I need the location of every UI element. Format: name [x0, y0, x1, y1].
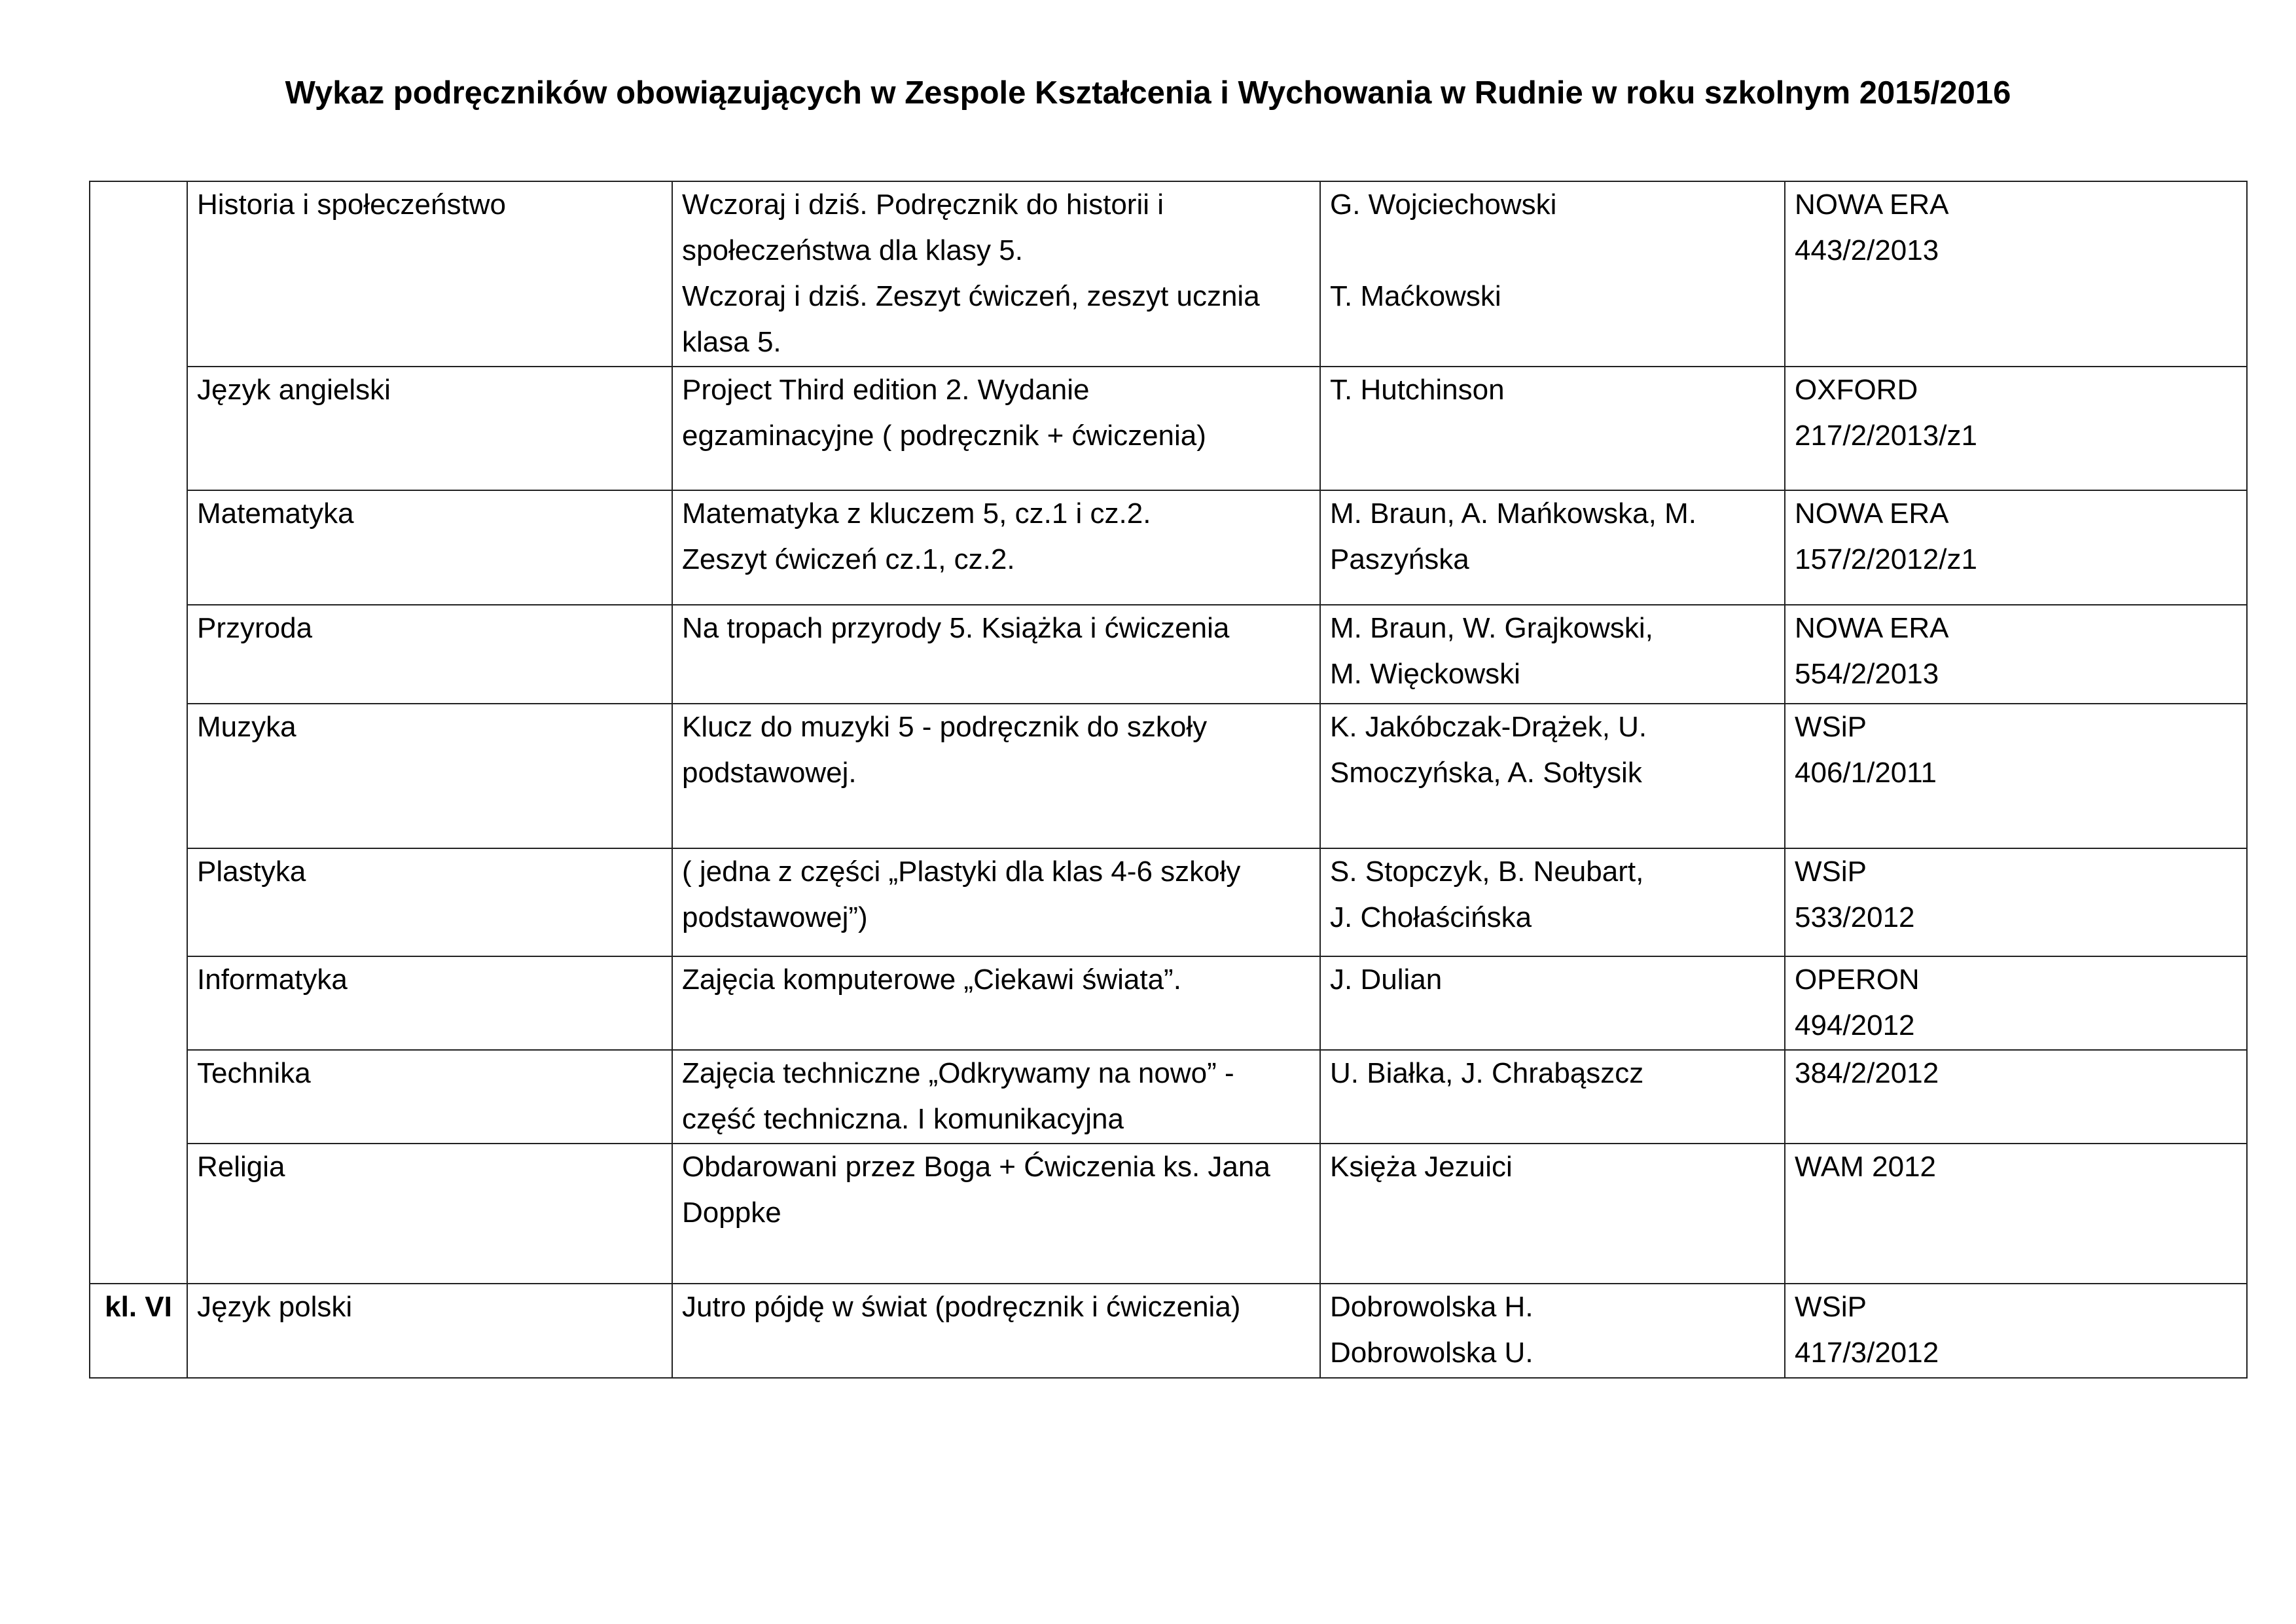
publisher-cell [1785, 1144, 2247, 1284]
table-row [90, 1050, 2247, 1144]
table-row [90, 1284, 2247, 1378]
publisher-line: 443/2/2013 [1795, 234, 1939, 266]
subject-cell [187, 1144, 672, 1284]
subject-cell [187, 1284, 672, 1378]
textbook-title-cell [672, 1144, 1320, 1284]
author-cell [1320, 704, 1785, 848]
author-line: M. Braun, A. Mańkowska, M. [1330, 497, 1696, 530]
publisher-line: WSiP [1795, 711, 1867, 743]
author-line: Księża Jezuici [1330, 1151, 1513, 1183]
textbook-title-cell [672, 181, 1320, 367]
class-cell-empty [90, 181, 187, 1284]
subject-name: Religia [197, 1151, 285, 1183]
table-row [90, 367, 2247, 490]
publisher-cell [1785, 1050, 2247, 1144]
textbook-table-body [90, 181, 2247, 1378]
table-row [90, 704, 2247, 848]
subject-name: Technika [197, 1057, 311, 1089]
textbook-title-line: Wczoraj i dziś. Podręcznik do historii i [682, 189, 1164, 221]
author-cell [1320, 605, 1785, 704]
textbook-title-line: społeczeństwa dla klasy 5. [682, 234, 1023, 266]
author-line: K. Jakóbczak-Drążek, U. [1330, 711, 1647, 743]
page-title: Wykaz podręczników obowiązujących w Zespole Kształcenia i Wychowania w Rudnie w roku szkolnym 2015/2016 [285, 75, 2011, 111]
publisher-cell [1785, 605, 2247, 704]
textbook-title-line: podstawowej”) [682, 901, 868, 933]
textbook-title-line: klasa 5. [682, 326, 781, 358]
subject-cell [187, 956, 672, 1050]
table-row [90, 181, 2247, 367]
table-row [90, 605, 2247, 704]
publisher-cell [1785, 490, 2247, 605]
author-line: T. Maćkowski [1330, 280, 1501, 312]
author-line: S. Stopczyk, B. Neubart, [1330, 856, 1644, 888]
textbook-title-line: Zajęcia techniczne „Odkrywamy na nowo” - [682, 1057, 1234, 1089]
publisher-line: 406/1/2011 [1795, 757, 1937, 789]
table-row [90, 490, 2247, 605]
publisher-line: 554/2/2013 [1795, 658, 1939, 690]
textbook-title-line: Matematyka z kluczem 5, cz.1 i cz.2. [682, 497, 1151, 530]
table-row [90, 956, 2247, 1050]
subject-name: Język polski [197, 1291, 353, 1323]
textbook-title-line: ( jedna z części „Plastyki dla klas 4-6 szkoły [682, 856, 1241, 888]
textbook-title-line: część techniczna. I komunikacyjna [682, 1103, 1124, 1135]
textbook-title-cell [672, 956, 1320, 1050]
textbook-title-line: Klucz do muzyki 5 - podręcznik do szkoły [682, 711, 1208, 743]
author-line: J. Chołaścińska [1330, 901, 1532, 933]
subject-cell [187, 181, 672, 367]
author-cell [1320, 1144, 1785, 1284]
textbook-title-cell [672, 704, 1320, 848]
author-line: U. Białka, J. Chrabąszcz [1330, 1057, 1644, 1089]
author-cell [1320, 181, 1785, 367]
textbook-title-cell [672, 1284, 1320, 1378]
author-cell [1320, 1050, 1785, 1144]
textbook-title-cell [672, 367, 1320, 490]
subject-cell [187, 848, 672, 956]
publisher-line: 384/2/2012 [1795, 1057, 1939, 1089]
publisher-cell [1785, 848, 2247, 956]
textbook-title-cell [672, 605, 1320, 704]
publisher-cell [1785, 1284, 2247, 1378]
subject-name: Plastyka [197, 856, 306, 888]
publisher-line: 533/2012 [1795, 901, 1915, 933]
publisher-line: NOWA ERA [1795, 612, 1949, 644]
publisher-line: NOWA ERA [1795, 497, 1949, 530]
author-line: M. Więckowski [1330, 658, 1520, 690]
publisher-cell [1785, 367, 2247, 490]
subject-cell [187, 605, 672, 704]
publisher-line: WAM 2012 [1795, 1151, 1937, 1183]
publisher-line: WSiP [1795, 856, 1867, 888]
class-label [90, 1284, 187, 1378]
author-line: J. Dulian [1330, 964, 1443, 996]
subject-cell [187, 367, 672, 490]
author-line: M. Braun, W. Grajkowski, [1330, 612, 1653, 644]
textbook-title-line: podstawowej. [682, 757, 857, 789]
author-line: Dobrowolska H. [1330, 1291, 1534, 1323]
textbook-title-line: Jutro pójdę w świat (podręcznik i ćwiczenia) [682, 1291, 1241, 1323]
textbook-title-line: Project Third edition 2. Wydanie [682, 374, 1090, 406]
publisher-line: NOWA ERA [1795, 189, 1949, 221]
publisher-line: OXFORD [1795, 374, 1918, 406]
subject-name: Muzyka [197, 711, 296, 743]
table-row [90, 1144, 2247, 1284]
author-line: T. Hutchinson [1330, 374, 1505, 406]
textbook-title-line: Zajęcia komputerowe „Ciekawi świata”. [682, 964, 1181, 996]
author-line: Paszyńska [1330, 543, 1469, 575]
table-row [90, 848, 2247, 956]
author-cell [1320, 367, 1785, 490]
author-cell [1320, 490, 1785, 605]
textbook-title-cell [672, 848, 1320, 956]
publisher-line: 157/2/2012/z1 [1795, 543, 1977, 575]
publisher-line: WSiP [1795, 1291, 1867, 1323]
subject-name: Historia i społeczeństwo [197, 189, 506, 221]
author-line [1330, 228, 1775, 274]
publisher-line: 217/2/2013/z1 [1795, 420, 1977, 452]
subject-name: Matematyka [197, 497, 354, 530]
publisher-cell [1785, 181, 2247, 367]
textbook-title-line: egzaminacyjne ( podręcznik + ćwiczenia) [682, 420, 1206, 452]
author-cell [1320, 1284, 1785, 1378]
publisher-line: 417/3/2012 [1795, 1337, 1939, 1369]
textbook-title-cell [672, 490, 1320, 605]
subject-cell [187, 490, 672, 605]
textbook-title-line: Wczoraj i dziś. Zeszyt ćwiczeń, zeszyt ucznia [682, 280, 1260, 312]
textbook-title-line: Obdarowani przez Boga + Ćwiczenia ks. Jana [682, 1151, 1270, 1183]
subject-name: Język angielski [197, 374, 391, 406]
textbook-title-cell [672, 1050, 1320, 1144]
textbook-table [89, 181, 2248, 1379]
author-cell [1320, 956, 1785, 1050]
publisher-cell [1785, 956, 2247, 1050]
author-line: Smoczyńska, A. Sołtysik [1330, 757, 1642, 789]
subject-cell [187, 1050, 672, 1144]
subject-name: Przyroda [197, 612, 313, 644]
author-cell [1320, 848, 1785, 956]
author-line: G. Wojciechowski [1330, 189, 1557, 221]
textbook-title-line: Doppke [682, 1197, 781, 1229]
class-label-text: kl. VI [105, 1291, 172, 1323]
author-line: Dobrowolska U. [1330, 1337, 1534, 1369]
textbook-title-line: Na tropach przyrody 5. Książka i ćwiczenia [682, 612, 1230, 644]
textbook-title-line: Zeszyt ćwiczeń cz.1, cz.2. [682, 543, 1015, 575]
subject-name: Informatyka [197, 964, 348, 996]
publisher-cell [1785, 704, 2247, 848]
publisher-line: 494/2012 [1795, 1009, 1915, 1041]
publisher-line: OPERON [1795, 964, 1920, 996]
subject-cell [187, 704, 672, 848]
